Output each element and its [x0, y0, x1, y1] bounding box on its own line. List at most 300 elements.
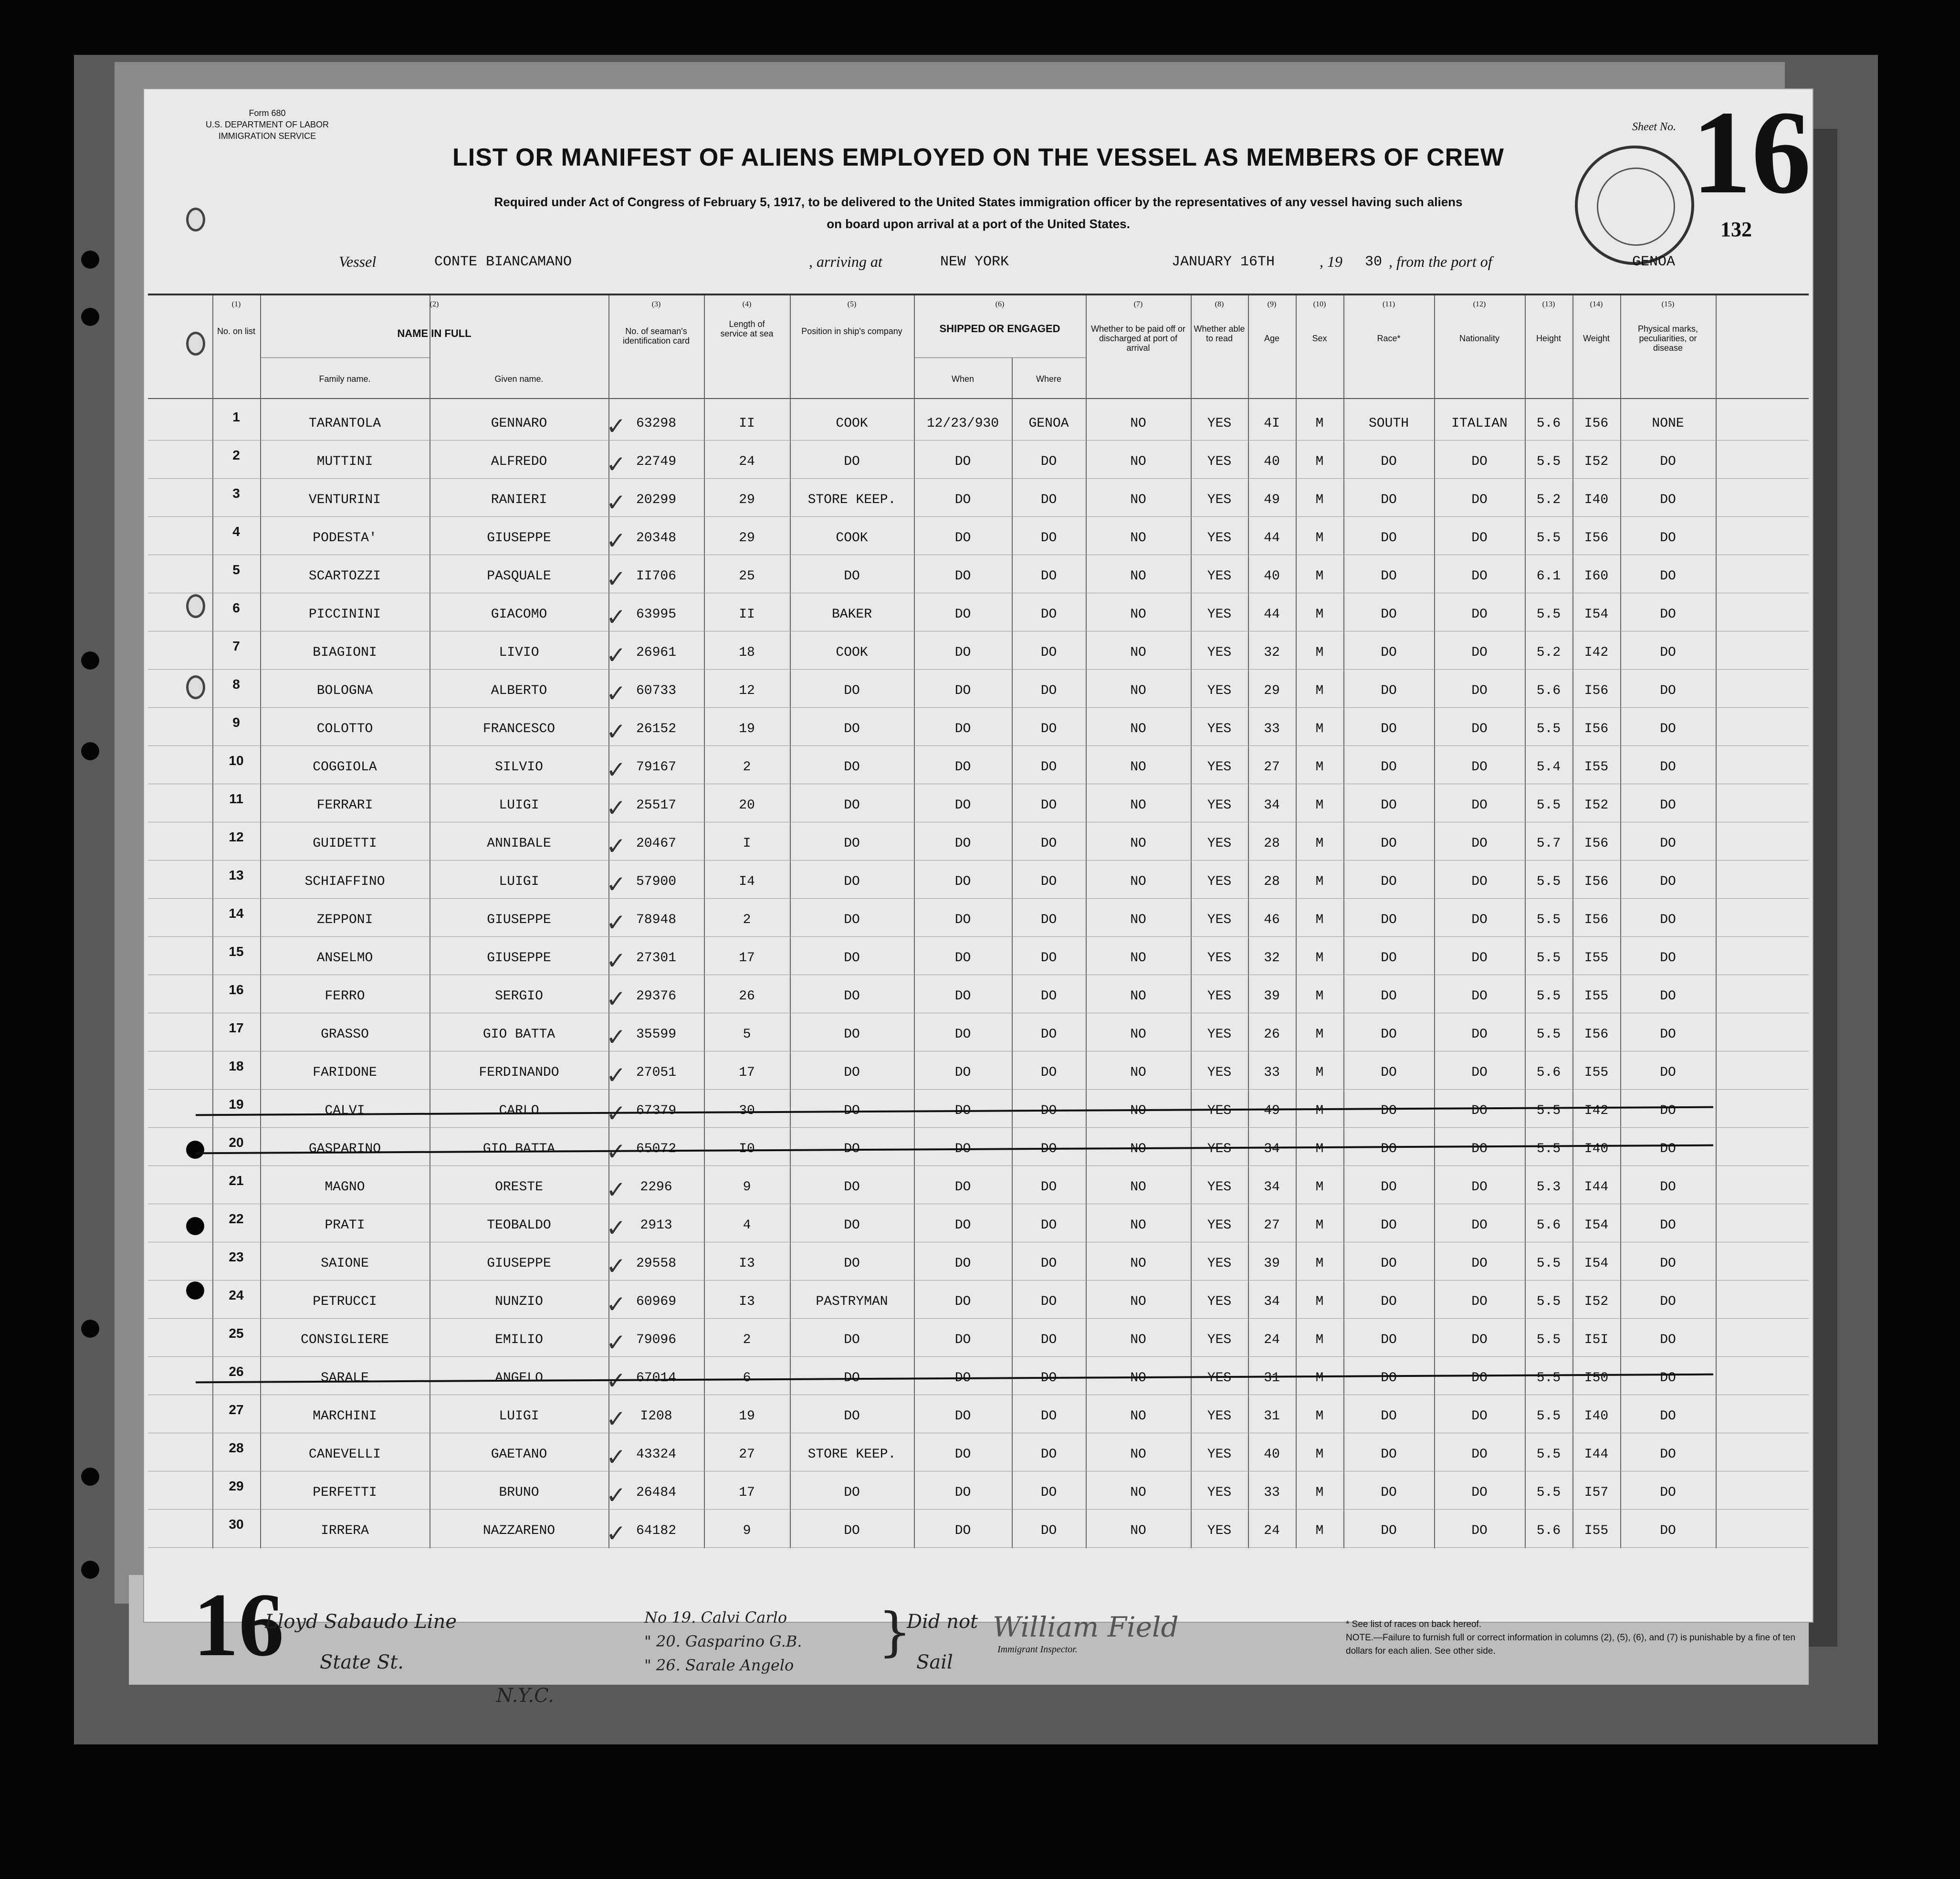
service: IMMIGRATION SERVICE — [218, 131, 316, 141]
cell-shipped-where: DO — [1040, 913, 1057, 927]
table-row — [148, 1014, 1809, 1051]
cell-id-card-number: 20467 — [636, 836, 676, 851]
cell-physical-marks: DO — [1660, 569, 1676, 584]
column-number: (6) — [995, 300, 1005, 308]
cell-age: 4I — [1264, 416, 1280, 431]
cell-paid-off: NO — [1130, 1447, 1146, 1462]
cell-height: 5.5 — [1536, 531, 1561, 546]
cell-family-name: PETRUCCI — [313, 1294, 377, 1309]
cell-position: DO — [844, 1409, 860, 1424]
cell-shipped-where: DO — [1040, 874, 1057, 889]
cell-weight: I54 — [1584, 1218, 1609, 1233]
cell-row-number: 5 — [232, 562, 240, 577]
table-row — [148, 479, 1809, 516]
cell-shipped-where: DO — [1040, 493, 1057, 507]
cell-able-to-read: YES — [1207, 951, 1232, 966]
cell-shipped-where: DO — [1040, 1256, 1057, 1271]
cell-able-to-read: YES — [1207, 836, 1232, 851]
table-row — [148, 1166, 1809, 1204]
cell-position: DO — [844, 1485, 860, 1500]
cell-given-name: ANNIBALE — [487, 836, 551, 851]
cell-nationality: ITALIAN — [1451, 416, 1508, 431]
cell-row-number: 12 — [229, 829, 244, 844]
cell-physical-marks: DO — [1660, 1523, 1676, 1538]
from-port-label: , from the port of — [1389, 253, 1492, 270]
cell-physical-marks: DO — [1660, 1409, 1676, 1424]
cell-id-card-number: 26961 — [636, 645, 676, 660]
cell-physical-marks: DO — [1660, 645, 1676, 660]
cell-family-name: PODESTA' — [313, 531, 377, 546]
checkmark-icon: ✓ — [606, 1176, 626, 1204]
cell-shipped-where: DO — [1040, 645, 1057, 660]
cell-sex: M — [1315, 1333, 1324, 1347]
cell-nationality: DO — [1471, 1371, 1488, 1386]
cell-paid-off: NO — [1130, 1180, 1146, 1195]
cell-nationality: DO — [1471, 454, 1488, 469]
did-not-note: Did not — [907, 1611, 978, 1633]
cell-id-card-number: 43324 — [636, 1447, 676, 1462]
cell-sex: M — [1315, 531, 1324, 546]
cell-position: STORE KEEP. — [807, 1447, 896, 1462]
cell-nationality: DO — [1471, 913, 1488, 927]
cell-position: BAKER — [831, 607, 872, 622]
cell-id-card-number: 29558 — [636, 1256, 676, 1271]
cell-able-to-read: YES — [1207, 493, 1232, 507]
table-row — [148, 403, 1809, 440]
cell-family-name: ANSELMO — [316, 951, 373, 966]
cell-able-to-read: YES — [1207, 1103, 1232, 1118]
cell-age: 28 — [1264, 836, 1280, 851]
handwritten-note: " 26. Sarale Angelo — [644, 1656, 794, 1674]
cell-weight: I54 — [1584, 607, 1609, 622]
cell-row-number: 19 — [229, 1097, 244, 1112]
cell-shipped-when: DO — [954, 569, 971, 584]
cell-row-number: 29 — [229, 1479, 244, 1493]
cell-id-card-number: 2296 — [640, 1180, 672, 1195]
cell-height: 5.6 — [1536, 683, 1561, 698]
cell-physical-marks: DO — [1660, 760, 1676, 775]
table-row — [148, 594, 1809, 631]
subtitle-line: on board upon arrival at a port of the United States. — [827, 217, 1130, 231]
cell-weight: I55 — [1584, 989, 1609, 1004]
cell-height: 5.5 — [1536, 1333, 1561, 1347]
races-note: * See list of races on back hereof. — [1346, 1619, 1482, 1629]
cell-row-number: 8 — [232, 677, 240, 692]
cell-nationality: DO — [1471, 836, 1488, 851]
cell-physical-marks: DO — [1660, 1103, 1676, 1118]
cell-given-name: GIUSEPPE — [487, 913, 551, 927]
cell-race: DO — [1381, 722, 1397, 736]
table-row — [148, 517, 1809, 555]
header-given-name: Given name. — [494, 374, 544, 384]
cell-given-name: GIO BATTA — [482, 1027, 556, 1042]
cell-age: 44 — [1264, 607, 1280, 622]
checkmark-icon: ✓ — [606, 1214, 626, 1242]
cell-id-card-number: 29376 — [636, 989, 676, 1004]
cell-paid-off: NO — [1130, 874, 1146, 889]
checkmark-icon: ✓ — [606, 1481, 626, 1509]
cell-service-length: 20 — [739, 798, 755, 813]
cell-position: DO — [844, 683, 860, 698]
cell-id-card-number: 57900 — [636, 874, 676, 889]
cell-nationality: DO — [1471, 607, 1488, 622]
cell-shipped-when: DO — [954, 1409, 971, 1424]
cell-physical-marks: DO — [1660, 1333, 1676, 1347]
cell-weight: I40 — [1584, 1409, 1609, 1424]
cell-position: DO — [844, 989, 860, 1004]
arriving-label: , arriving at — [809, 253, 882, 270]
cell-weight: I44 — [1584, 1447, 1609, 1462]
cell-sex: M — [1315, 607, 1324, 622]
cell-weight: I56 — [1584, 722, 1609, 736]
cell-able-to-read: YES — [1207, 1409, 1232, 1424]
cell-nationality: DO — [1471, 1333, 1488, 1347]
cell-weight: I5I — [1584, 1333, 1609, 1347]
cell-age: 46 — [1264, 913, 1280, 927]
cell-shipped-where: DO — [1040, 454, 1057, 469]
cell-paid-off: NO — [1130, 1218, 1146, 1233]
cell-height: 5.5 — [1536, 607, 1561, 622]
cell-age: 40 — [1264, 454, 1280, 469]
cell-weight: I54 — [1584, 1256, 1609, 1271]
checkmark-icon: ✓ — [606, 909, 626, 936]
cell-nationality: DO — [1471, 493, 1488, 507]
cell-able-to-read: YES — [1207, 989, 1232, 1004]
sail-note: Sail — [916, 1651, 953, 1673]
cell-physical-marks: DO — [1660, 989, 1676, 1004]
cell-physical-marks: DO — [1660, 1256, 1676, 1271]
checkmark-icon: ✓ — [606, 451, 626, 478]
cell-shipped-where: DO — [1040, 607, 1057, 622]
checkmark-icon: ✓ — [606, 1405, 626, 1433]
cell-physical-marks: DO — [1660, 454, 1676, 469]
cell-weight: I52 — [1584, 798, 1609, 813]
cell-shipped-where: DO — [1040, 1333, 1057, 1347]
cell-height: 5.5 — [1536, 1447, 1561, 1462]
cell-able-to-read: YES — [1207, 1065, 1232, 1080]
cell-able-to-read: YES — [1207, 1142, 1232, 1156]
cell-service-length: II — [739, 607, 755, 622]
cell-family-name: GUIDETTI — [313, 836, 377, 851]
cell-weight: I55 — [1584, 951, 1609, 966]
cell-shipped-where: DO — [1040, 683, 1057, 698]
table-row — [148, 823, 1809, 860]
column-number: (3) — [651, 300, 661, 308]
cell-physical-marks: DO — [1660, 836, 1676, 851]
cell-sex: M — [1315, 1447, 1324, 1462]
cell-physical-marks: DO — [1660, 951, 1676, 966]
cell-position: DO — [844, 454, 860, 469]
cell-row-number: 18 — [229, 1059, 244, 1073]
cell-age: 49 — [1264, 1103, 1280, 1118]
cell-position: DO — [844, 951, 860, 966]
cell-race: DO — [1381, 1218, 1397, 1233]
column-number: (13) — [1542, 300, 1555, 308]
table-row — [148, 441, 1809, 478]
cell-id-card-number: 27301 — [636, 951, 676, 966]
binder-hole — [81, 251, 99, 269]
cell-height: 5.5 — [1536, 1142, 1561, 1156]
cell-family-name: TARANTOLA — [308, 416, 381, 431]
checkmark-icon: ✓ — [606, 1329, 626, 1356]
handwritten-note: " 20. Gasparino G.B. — [644, 1632, 802, 1650]
cell-id-card-number: 63995 — [636, 607, 676, 622]
cell-id-card-number: 26152 — [636, 722, 676, 736]
cell-shipped-when: DO — [954, 531, 971, 546]
cell-family-name: SCHIAFFINO — [304, 874, 385, 889]
cell-service-length: 27 — [739, 1447, 755, 1462]
cell-height: 5.5 — [1536, 1027, 1561, 1042]
cell-family-name: BIAGIONI — [313, 645, 377, 660]
cell-row-number: 9 — [232, 715, 240, 730]
department: U.S. DEPARTMENT OF LABOR — [205, 120, 329, 129]
cell-paid-off: NO — [1130, 454, 1146, 469]
cell-position: COOK — [836, 645, 868, 660]
cell-given-name: TEOBALDO — [487, 1218, 551, 1233]
cell-family-name: MARCHINI — [313, 1409, 377, 1424]
table-row — [148, 1128, 1809, 1165]
cell-id-card-number: II706 — [636, 569, 676, 584]
cell-age: 29 — [1264, 683, 1280, 698]
cell-age: 33 — [1264, 1485, 1280, 1500]
cell-able-to-read: YES — [1207, 569, 1232, 584]
cell-family-name: COLOTTO — [316, 722, 373, 736]
cell-given-name: FRANCESCO — [482, 722, 556, 736]
cell-row-number: 10 — [229, 753, 244, 768]
column-number: (9) — [1267, 300, 1277, 308]
cell-nationality: DO — [1471, 1256, 1488, 1271]
cell-shipped-when: DO — [954, 1027, 971, 1042]
cell-given-name: SERGIO — [495, 989, 543, 1004]
cell-id-card-number: 35599 — [636, 1027, 676, 1042]
manifest-table — [148, 294, 1809, 1575]
cell-service-length: 19 — [739, 1409, 755, 1424]
cell-physical-marks: DO — [1660, 1294, 1676, 1309]
column-number: (1) — [231, 300, 241, 308]
cell-service-length: 12 — [739, 683, 755, 698]
cell-race: DO — [1381, 836, 1397, 851]
header-physical-marks: Physical marks, peculiarities, or disease — [1637, 324, 1698, 353]
checkmark-icon: ✓ — [606, 832, 626, 860]
cell-weight: I56 — [1584, 1027, 1609, 1042]
cell-physical-marks: NONE — [1652, 416, 1684, 431]
column-number: (12) — [1473, 300, 1486, 308]
cell-paid-off: NO — [1130, 645, 1146, 660]
cell-sex: M — [1315, 1027, 1324, 1042]
cell-service-length: 9 — [743, 1180, 751, 1195]
cell-sex: M — [1315, 493, 1324, 507]
cell-service-length: 17 — [739, 951, 755, 966]
cell-physical-marks: DO — [1660, 683, 1676, 698]
cell-paid-off: NO — [1130, 722, 1146, 736]
cell-race: SOUTH — [1368, 416, 1409, 431]
cell-nationality: DO — [1471, 531, 1488, 546]
cell-shipped-where: DO — [1040, 989, 1057, 1004]
cell-able-to-read: YES — [1207, 760, 1232, 775]
cell-age: 33 — [1264, 1065, 1280, 1080]
cell-age: 40 — [1264, 569, 1280, 584]
cell-able-to-read: YES — [1207, 645, 1232, 660]
cell-family-name: PICCININI — [308, 607, 381, 622]
cell-physical-marks: DO — [1660, 493, 1676, 507]
cell-age: 28 — [1264, 874, 1280, 889]
cell-id-card-number: 20299 — [636, 493, 676, 507]
cell-family-name: GRASSO — [321, 1027, 369, 1042]
cell-service-length: I — [743, 836, 751, 851]
cell-weight: I57 — [1584, 1485, 1609, 1500]
cell-id-card-number: I208 — [640, 1409, 672, 1424]
cell-age: 24 — [1264, 1523, 1280, 1538]
table-row — [148, 1472, 1809, 1509]
cell-shipped-when: DO — [954, 607, 971, 622]
cell-race: DO — [1381, 913, 1397, 927]
binder-hole — [81, 1320, 99, 1338]
cell-height: 5.5 — [1536, 1371, 1561, 1386]
subtitle-line: Required under Act of Congress of February 5, 1917, to be delivered to the United States immigration officer by the representatives of any vessel having such aliens — [494, 195, 1463, 209]
cell-physical-marks: DO — [1660, 1447, 1676, 1462]
cell-paid-off: NO — [1130, 1485, 1146, 1500]
cell-given-name: GAETANO — [491, 1447, 547, 1462]
cell-weight: I40 — [1584, 1142, 1609, 1156]
cell-service-length: I3 — [739, 1256, 755, 1271]
header-nationality: Nationality — [1459, 334, 1500, 343]
cell-given-name: NUNZIO — [495, 1294, 543, 1309]
brace: } — [878, 1601, 912, 1662]
cell-weight: I50 — [1584, 1371, 1609, 1386]
cell-age: 34 — [1264, 1142, 1280, 1156]
cell-shipped-when: DO — [954, 989, 971, 1004]
cell-age: 26 — [1264, 1027, 1280, 1042]
cell-shipped-when: DO — [954, 1180, 971, 1195]
cell-sex: M — [1315, 1103, 1324, 1118]
cell-shipped-where: DO — [1040, 760, 1057, 775]
cell-nationality: DO — [1471, 874, 1488, 889]
cell-race: DO — [1381, 1294, 1397, 1309]
cell-paid-off: NO — [1130, 1294, 1146, 1309]
checkmark-icon: ✓ — [606, 565, 626, 593]
cell-race: DO — [1381, 951, 1397, 966]
cell-able-to-read: YES — [1207, 1218, 1232, 1233]
cell-service-length: 26 — [739, 989, 755, 1004]
cell-shipped-when: DO — [954, 798, 971, 813]
cell-physical-marks: DO — [1660, 1027, 1676, 1042]
cell-position: COOK — [836, 416, 868, 431]
cell-nationality: DO — [1471, 1065, 1488, 1080]
header-height: Height — [1536, 334, 1562, 343]
cell-age: 32 — [1264, 951, 1280, 966]
cell-height: 5.4 — [1536, 760, 1561, 775]
cell-race: DO — [1381, 798, 1397, 813]
cell-race: DO — [1381, 1447, 1397, 1462]
cell-shipped-when: DO — [954, 493, 971, 507]
table-row — [148, 708, 1809, 745]
sheet-label: Sheet No. — [1632, 121, 1676, 133]
cell-row-number: 15 — [229, 944, 244, 959]
cell-given-name: RANIERI — [491, 493, 547, 507]
cell-position: DO — [844, 1027, 860, 1042]
cell-race: DO — [1381, 989, 1397, 1004]
header-when: When — [951, 374, 975, 384]
checkmark-icon: ✓ — [606, 1023, 626, 1051]
cell-shipped-where: DO — [1040, 531, 1057, 546]
cell-service-length: 9 — [743, 1523, 751, 1538]
agent-line: State St. — [320, 1651, 404, 1673]
cell-service-length: 2 — [743, 1333, 751, 1347]
cell-shipped-when: DO — [954, 874, 971, 889]
cell-weight: I55 — [1584, 1065, 1609, 1080]
cell-sex: M — [1315, 1523, 1324, 1538]
cell-sex: M — [1315, 836, 1324, 851]
table-row — [148, 1396, 1809, 1433]
page-number: 132 — [1720, 218, 1752, 241]
cell-sex: M — [1315, 913, 1324, 927]
cell-family-name: GASPARINO — [308, 1142, 381, 1156]
cell-position: DO — [844, 1523, 860, 1538]
cell-height: 5.6 — [1536, 416, 1561, 431]
cell-sex: M — [1315, 722, 1324, 736]
cell-nationality: DO — [1471, 645, 1488, 660]
column-number: (10) — [1313, 300, 1326, 308]
cell-shipped-where: DO — [1040, 1294, 1057, 1309]
cell-shipped-where: DO — [1040, 1447, 1057, 1462]
cell-physical-marks: DO — [1660, 1371, 1676, 1386]
header-weight: Weight — [1583, 334, 1610, 343]
cell-sex: M — [1315, 454, 1324, 469]
cell-id-card-number: 2913 — [640, 1218, 672, 1233]
cell-age: 34 — [1264, 798, 1280, 813]
cell-shipped-where: DO — [1040, 569, 1057, 584]
cell-sex: M — [1315, 1294, 1324, 1309]
cell-nationality: DO — [1471, 683, 1488, 698]
arrival-date: JANUARY 16TH — [1172, 254, 1275, 270]
cell-shipped-when: DO — [954, 913, 971, 927]
vessel-name: CONTE BIANCAMANO — [434, 254, 572, 270]
cell-height: 5.5 — [1536, 1103, 1561, 1118]
table-row — [148, 1243, 1809, 1280]
cell-age: 40 — [1264, 1447, 1280, 1462]
cell-row-number: 4 — [232, 524, 240, 539]
cell-shipped-when: 12/23/930 — [926, 416, 999, 431]
cell-physical-marks: DO — [1660, 1142, 1676, 1156]
cell-race: DO — [1381, 645, 1397, 660]
table-row — [148, 1434, 1809, 1471]
arrival-port: NEW YORK — [940, 254, 1009, 270]
cell-race: DO — [1381, 493, 1397, 507]
cell-race: DO — [1381, 760, 1397, 775]
column-number: (15) — [1661, 300, 1675, 308]
checkmark-icon: ✓ — [606, 1291, 626, 1318]
header-family-name: Family name. — [319, 374, 371, 384]
cell-family-name: FERRO — [325, 989, 365, 1004]
cell-id-card-number: 65072 — [636, 1142, 676, 1156]
binder-hole — [81, 1561, 99, 1579]
cell-family-name: SAIONE — [321, 1256, 369, 1271]
table-row — [148, 746, 1809, 784]
cell-position: DO — [844, 798, 860, 813]
table-row — [148, 937, 1809, 975]
cell-shipped-when: DO — [954, 722, 971, 736]
cell-service-length: 17 — [739, 1485, 755, 1500]
cell-physical-marks: DO — [1660, 874, 1676, 889]
cell-shipped-when: DO — [954, 1218, 971, 1233]
cell-paid-off: NO — [1130, 1256, 1146, 1271]
cell-height: 5.6 — [1536, 1218, 1561, 1233]
cell-row-number: 22 — [229, 1211, 244, 1226]
cell-shipped-where: DO — [1040, 798, 1057, 813]
cell-paid-off: NO — [1130, 1409, 1146, 1424]
header-able-to-read: Whether able to read — [1194, 324, 1245, 343]
cell-race: DO — [1381, 1027, 1397, 1042]
